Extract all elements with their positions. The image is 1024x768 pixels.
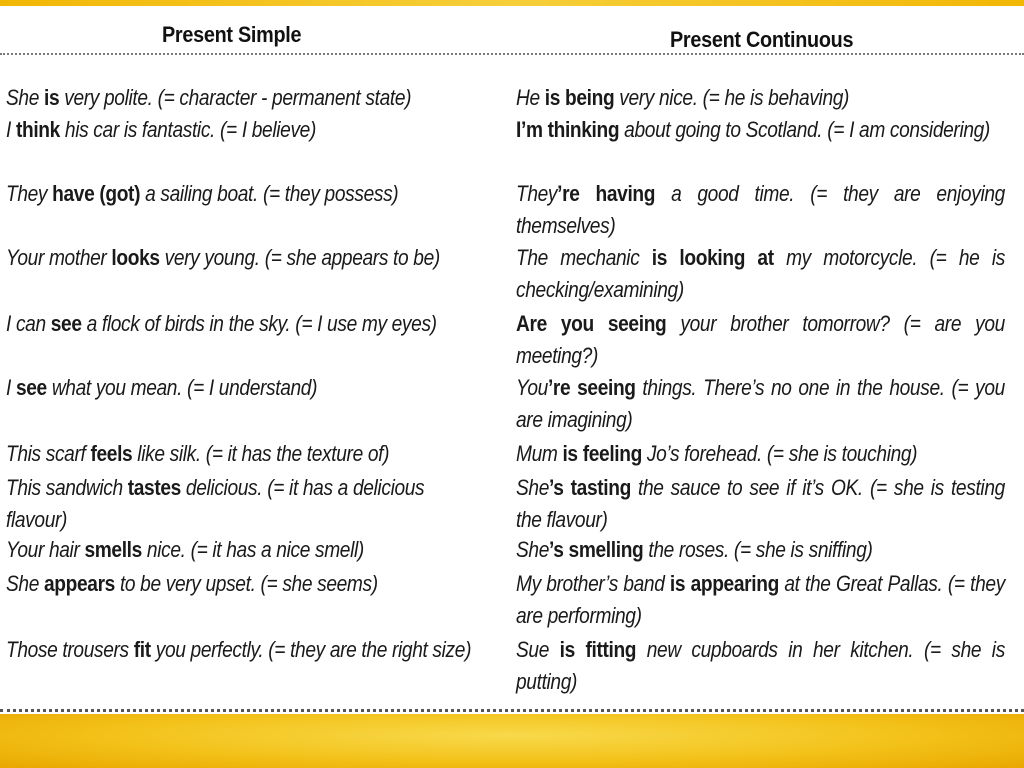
example-text: your brother tomorrow? (= are you meeting?): [516, 311, 1010, 368]
simple-example-row: [6, 114, 490, 146]
verb-highlight: ’re seeing: [547, 375, 636, 400]
continuous-example-row: [516, 534, 1005, 566]
continuous-example-row: [516, 472, 1010, 536]
simple-example-row: [6, 308, 490, 340]
example-text: They: [6, 181, 53, 206]
example-text: My brother’s band: [516, 571, 670, 596]
example-text: his car is fantastic. (= I believe): [59, 117, 317, 142]
verb-highlight: I’m thinking: [516, 117, 620, 142]
continuous-example-row: [516, 178, 1010, 242]
simple-example-row: [6, 634, 490, 666]
simple-example-row: [6, 242, 490, 274]
example-text: Your mother: [6, 245, 112, 270]
example-text: at the Great Pallas. (= they are performing): [516, 571, 1010, 628]
continuous-example-row: [516, 634, 1010, 698]
example-text: to be very upset. (= she seems): [114, 571, 378, 596]
verb-highlight: have (got): [52, 181, 141, 206]
example-text: I can: [6, 311, 51, 336]
example-text: very young. (= she appears to be): [159, 245, 440, 270]
verb-highlight: is feeling: [562, 441, 642, 466]
verb-highlight: is being: [544, 85, 615, 110]
verb-highlight: is fitting: [559, 637, 637, 662]
example-text: my motorcycle. (= he is checking/examining): [516, 245, 1010, 302]
simple-example-row: [6, 82, 490, 114]
simple-example-row: [6, 534, 490, 566]
verb-highlight: think: [15, 117, 60, 142]
verb-highlight: ’re having: [557, 181, 656, 206]
verb-highlight: is: [43, 85, 60, 110]
verb-highlight: tastes: [127, 475, 181, 500]
example-text: She: [6, 85, 44, 110]
continuous-example-row: [516, 82, 1005, 114]
top-accent-bar: [0, 0, 1024, 6]
bottom-accent-bar: [0, 714, 1024, 768]
example-text: nice. (= it has a nice smell): [141, 537, 364, 562]
example-text: new cupboards in her kitchen. (= she is putting): [516, 637, 1010, 694]
verb-highlight: Are you seeing: [516, 311, 667, 336]
example-text: things. There’s no one in the house. (= you are imagining): [516, 375, 1010, 432]
header-present-simple: Present Simple: [162, 22, 302, 47]
example-text: you perfectly. (= they are the right size): [150, 637, 472, 662]
example-text: very nice. (= he is behaving): [614, 85, 850, 110]
example-text: You: [516, 375, 548, 400]
continuous-example-row: [516, 372, 1010, 436]
continuous-example-row: [516, 308, 1010, 372]
verb-highlight: see: [50, 311, 82, 336]
continuous-example-row: [516, 242, 1010, 306]
example-text: a flock of birds in the sky. (= I use my eyes): [81, 311, 437, 336]
verb-highlight: feels: [90, 441, 133, 466]
verb-highlight: appears: [43, 571, 115, 596]
table-bottom-divider: [0, 709, 1024, 712]
verb-highlight: looks: [111, 245, 160, 270]
example-text: the roses. (= she is sniffing): [643, 537, 873, 562]
example-text: This sandwich: [6, 475, 128, 500]
simple-example-row: [6, 372, 490, 404]
continuous-example-row: [516, 114, 1005, 146]
example-text: very polite. (= character - permanent state): [59, 85, 412, 110]
example-text: Those trousers: [6, 637, 134, 662]
header-divider: [0, 53, 1024, 55]
verb-highlight: ’s tasting: [549, 475, 631, 500]
example-text: The mechanic: [516, 245, 652, 270]
example-text: a sailing boat. (= they possess): [140, 181, 399, 206]
example-text: He: [516, 85, 545, 110]
example-text: I: [6, 117, 16, 142]
continuous-example-row: [516, 568, 1010, 632]
example-text: This scarf: [6, 441, 91, 466]
header-present-continuous: Present Continuous: [670, 27, 854, 52]
verb-highlight: ’s smelling: [549, 537, 644, 562]
verb-highlight: smells: [84, 537, 142, 562]
example-text: They: [516, 181, 558, 206]
simple-example-row: [6, 472, 490, 536]
verb-highlight: see: [15, 375, 47, 400]
continuous-example-row: [516, 438, 1005, 470]
example-text: She: [516, 475, 550, 500]
example-text: Mum: [516, 441, 563, 466]
example-text: like silk. (= it has the texture of): [132, 441, 390, 466]
verb-highlight: fit: [133, 637, 151, 662]
verb-highlight: is looking at: [651, 245, 774, 270]
example-text: I: [6, 375, 16, 400]
example-text: She: [6, 571, 44, 596]
example-text: Jo’s forehead. (= she is touching): [641, 441, 918, 466]
simple-example-row: [6, 568, 490, 600]
example-text: a good time. (= they are enjoying themselves): [516, 181, 1010, 238]
example-text: about going to Scotland. (= I am considering): [619, 117, 990, 142]
example-text: Your hair: [6, 537, 85, 562]
verb-highlight: is appearing: [669, 571, 779, 596]
example-text: the sauce to see if it’s OK. (= she is testing the flavour): [516, 475, 1010, 532]
example-text: Sue: [516, 637, 560, 662]
simple-example-row: [6, 178, 490, 210]
example-text: delicious. (= it has a delicious flavour): [6, 475, 430, 532]
example-text: She: [516, 537, 550, 562]
simple-example-row: [6, 438, 490, 470]
example-text: what you mean. (= I understand): [46, 375, 318, 400]
